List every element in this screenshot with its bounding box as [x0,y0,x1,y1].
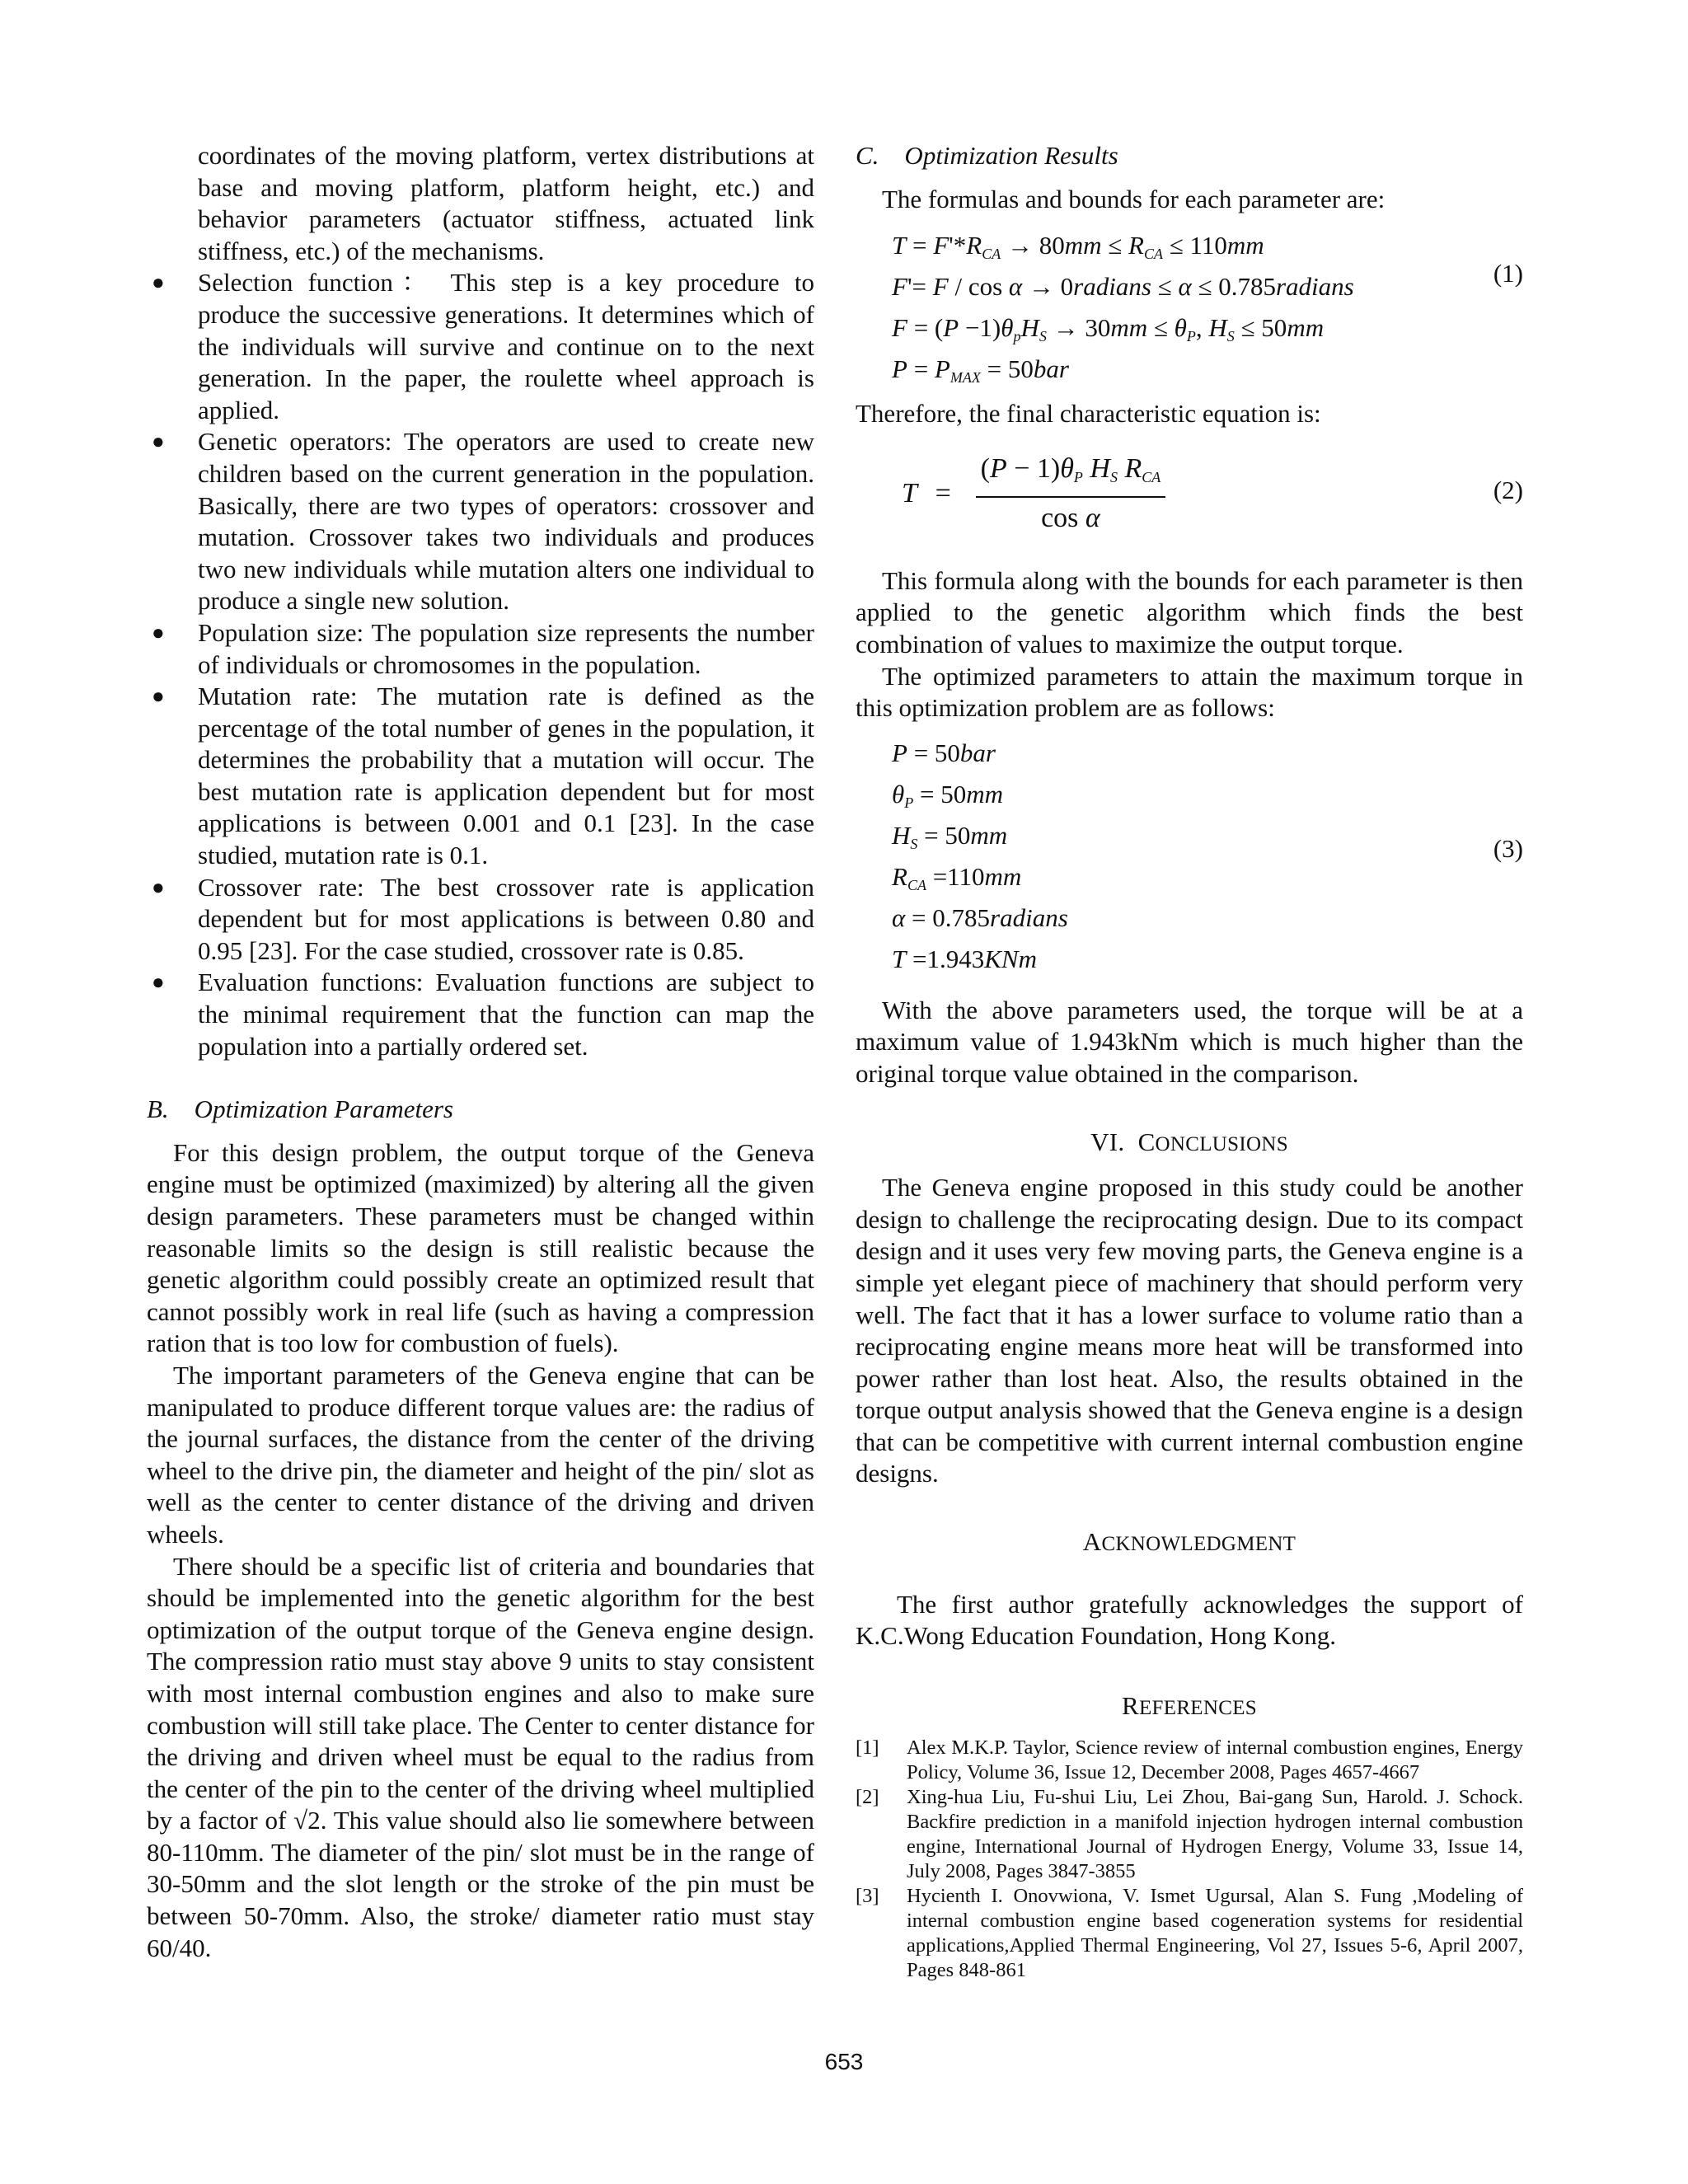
equation-1 [856,225,1523,390]
reference-list [856,1736,1523,1983]
formulas-intro: The formulas and bounds for each parameter are: [882,184,1386,213]
reference-item: [2] Xing-hua Liu, Fu-shui Liu, Lei Zhou, Bai-gang Sun, Harold. J. Schock. Backfire prediction in a manifold injection hydrogen internal combustion engine, International Journal of Hydrogen Energy, Volume 33, Issue 14, July 2008, Pages 3847-3855 [856,1786,1523,1883]
equation-1-line-2: F'= F / cos α → 0radians ≤ α ≤ 0.785radians [892,272,1354,302]
equation-3-line-2: $\theta_P = 50mm$ [892,779,1003,811]
equation-3 [856,733,1523,987]
left-column [147,140,814,1964]
equation-2-numerator: $(P - 1)\theta_P$ $H_S$ $R_{CA}$ [976,453,1166,499]
section-c-heading: C. Optimization Results [856,141,1118,170]
therefore-text: Therefore, the final characteristic equation is: [856,399,1321,429]
paragraph-after-equation-2: This formula along with the bounds for each parameter is then applied to the genetic algorithm which finds the best combination of values to maximize the output torque. [856,565,1523,658]
equation-2-lhs: T [902,478,917,509]
list-item: ● Crossover rate: The best crossover rate is application dependent but for most applications is between 0.80 and 0.95 [23]. For the case studied, crossover rate is 0.85. [152,872,814,965]
list-item: ● Genetic operators: The operators are used to create new children based on the current generation in the population. Basically, there are two types of operators: crossover and mutation. Crossover takes two individuals and produces two new individuals while mutation alters one individual to produce a single new solution. [152,427,814,616]
paragraph-optimized-parameters: The optimized parameters to attain the maximum torque in this optimization problem are as follows: [856,661,1523,723]
list-item: ● Mutation rate: The mutation rate is defined as the percentage of the total number of genes in the population, it determines the probability that a mutation will occur. The best mutation rate is application dependent but for most applications is between 0.001 and 0.1 [23]. In the case studied, mutation rate is 0.1. [152,682,814,870]
paragraph-after-equation-3: With the above parameters used, the torque will be at a maximum value of 1.943kNm which is much higher than the original torque value obtained in the comparison. [856,995,1523,1088]
equation-3-line-5: α = 0.785radians [892,902,1068,932]
bullet-icon: ● [152,429,165,454]
equation-3-line-3: $H_S = 50mm$ [892,820,1008,852]
equation-3-line-4: $R_{CA} =110mm$ [892,861,1022,893]
section-b-paragraph-1: For this design problem, the output torque of the Geneva engine must be optimized (maximized) by altering all the given design parameters. These parameters must be changed within reasonable limits so the design is still realistic because the genetic algorithm could possibly create an optimized result that cannot possibly work in real life (such as having a compression ration that is too low for combustion of fuels). [147,1137,814,1358]
acknowledgment-paragraph: The first author gratefully acknowledges the support of K.C.Wong Education Foundation, Hong Kong. [856,1589,1523,1651]
equation-2-fraction [976,453,1166,535]
conclusions-paragraph: The Geneva engine proposed in this study could be another design to challenge the reciprocating design. Due to its compact design and it uses very few moving parts, the Geneva engine is a simple yet elegant piece of machinery that should perform very well. The fact that it has a lower surface to volume ratio than a reciprocating engine means more heat will be transformed into power rather than lost heat. Also, the results obtained in the torque output analysis showed that the Geneva engine is a design that can be competitive with current internal combustion engine designs. [856,1173,1523,1488]
page-number: 653 [824,2049,864,2074]
equation-2-equals: = [935,478,951,509]
bullet-icon: ● [152,270,165,295]
equation-3-line-6: T =1.943KNm [892,944,1037,973]
equation-3-line-1: P = 50bar [892,738,996,767]
ga-parameter-list [147,267,814,1062]
list-item: ● Population size: The population size represents the number of individuals or chromosomes in the population. [152,617,814,679]
section-b-heading: B. Optimization Parameters [147,1094,453,1124]
equation-2 [856,453,1523,544]
reference-item: [1] Alex M.K.P. Taylor, Science review of internal combustion engines, Energy Policy, Volume 36, Issue 12, December 2008, Pages 4657-4667 [856,1736,1523,1784]
equation-3-number: (3) [1493,833,1523,863]
list-item: ● Selection function： This step is a key procedure to produce the successive generations. It determines which of the individuals will survive and continue on to the next generation. In the paper, the roulette wheel approach is applied. [152,268,814,424]
bullet-icon: ● [152,970,165,995]
conclusions-heading: VI. CONCLUSIONS [1090,1127,1288,1156]
list-item: ● Evaluation functions: Evaluation functions are subject to the minimal requirement that the function can map the population into a partially ordered set. [152,968,814,1061]
bullet-icon: ● [152,620,165,644]
intro-continuation: coordinates of the moving platform, vertex distributions at base and moving platform, platform height, etc.) and behavior parameters (actuator stiffness, actuated link stiffness, etc.) of the mechanisms. [198,141,814,265]
reference-item: [3] Hycienth I. Onovwiona, V. Ismet Ugursal, Alan S. Fung ,Modeling of internal combustion engine based cogeneration systems for residential applications,Applied Thermal Engineering, Vol 27, Issues 5-6, April 2007, Pages 848-861 [856,1885,1523,1982]
acknowledgment-heading: ACKNOWLEDGMENT [1082,1527,1296,1557]
equation-2-number: (2) [1493,475,1523,504]
equation-1-number: (1) [1493,259,1523,288]
equation-1-line-4: $P = P_{MAX} = 50bar$ [892,354,1069,387]
references-heading: REFERENCES [1122,1690,1257,1720]
equation-1-line-1: $T = F'*R_{CA} \to 80mm \le R_{CA} \le 110mm$ [892,231,1264,263]
equation-2-denominator: cos α [1041,503,1100,534]
bullet-icon: ● [152,874,165,899]
bullet-icon: ● [152,684,165,709]
section-b-paragraph-2: The important parameters of the Geneva engine that can be manipulated to produce different torque values are: the radius of the journal surfaces, the distance from the center of the driving wheel to the drive pin, the diameter and height of the pin/ slot as well as the center to center distance of the driving and driven wheels. [147,1360,814,1549]
equation-1-line-3: $F = (P -1)\theta_pH_S \to 30mm \le \theta_P$, $H_S \le 50mm$ [892,313,1325,345]
section-b-paragraph-3: There should be a specific list of criteria and boundaries that should be implemented into the genetic algorithm for the best optimization of the output torque of the Geneva engine design. The compression ratio must stay above 9 units to stay consistent with most internal combustion engines and also to make sure combustion will still take place. The Center to center distance for the driving and driven wheel must be equal to the radius from the center of the pin to the center of the driving wheel multiplied by a factor of √2. This value should also lie somewhere between 80-110mm. The diameter of the pin/ slot must be in the range of 30-50mm and the slot length or the stroke of the pin must be between 50-70mm. Also, the stroke/ diameter ratio must stay 60/40. [147,1551,814,1962]
right-column [856,140,1523,1983]
